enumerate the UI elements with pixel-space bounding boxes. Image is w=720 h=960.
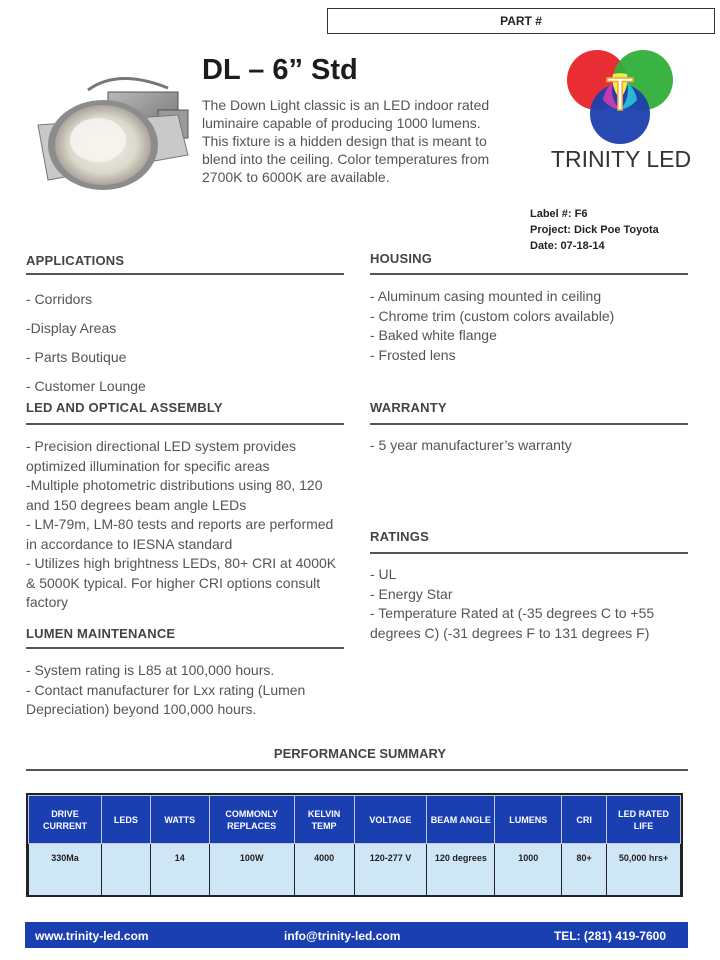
lumen-maintenance-list (26, 661, 326, 720)
footer-bar (25, 922, 688, 948)
warranty-heading: WARRANTY (370, 400, 447, 415)
label-number: Label #: F6 (530, 208, 588, 220)
table-cell: 14 (150, 844, 209, 896)
trinity-led-logo (525, 42, 717, 192)
list-item: - Frosted lens (370, 346, 456, 363)
table-cell: 100W (209, 844, 294, 896)
column-header: KELVIN TEMP (294, 796, 354, 844)
lumen-maintenance-heading: LUMEN MAINTENANCE (26, 626, 176, 641)
housing-divider (370, 273, 688, 275)
list-item: - Customer Lounge (26, 378, 146, 394)
list-item: - Corridors (26, 291, 93, 307)
email-link[interactable]: info@trinity-led.com (284, 929, 401, 943)
warranty-list (370, 436, 688, 456)
applications-heading: APPLICATIONS (26, 253, 125, 268)
performance-summary-heading: PERFORMANCE SUMMARY (273, 746, 447, 761)
list-item: - UL (370, 566, 397, 582)
project-name: Project: Dick Poe Toyota (530, 224, 659, 236)
list-item: -Display Areas (26, 320, 117, 336)
table-row (29, 844, 681, 896)
product-description: The Down Light classic is an LED indoor rated luminaire capable of producing 1000 lumens. This fixture is a hidden design that is meant to blend into the ceiling. Color temperatures from 2700K to 6000K are available. (202, 97, 490, 185)
list-item: - Chrome trim (custom colors available) (370, 307, 615, 324)
svg-text:T: T (605, 68, 635, 120)
ratings-divider (370, 552, 688, 554)
list-item: - Baked white flange (370, 327, 497, 343)
led-optical-heading: LED AND OPTICAL ASSEMBLY (26, 400, 223, 415)
table-cell: 120-277 V (354, 844, 427, 896)
list-item: - 5 year manufacturer’s warranty (370, 437, 572, 453)
performance-divider (26, 769, 688, 771)
column-header: LUMENS (495, 796, 562, 844)
applications-list (26, 291, 344, 407)
list-item: - Temperature Rated at (-35 degrees C to +55 degrees C) (-31 degrees F to 131 degrees F) (370, 605, 655, 641)
logo-wordmark: TRINITY LED (550, 146, 692, 172)
led-optical-divider (26, 423, 344, 425)
list-item: - Aluminum casing mounted in ceiling (370, 288, 602, 304)
table-cell: 80+ (562, 844, 607, 896)
table-cell: 1000 (495, 844, 562, 896)
table-cell: 4000 (294, 844, 354, 896)
website-link[interactable]: www.trinity-led.com (35, 929, 149, 943)
led-optical-list (26, 437, 344, 613)
product-title: DL – 6” Std (202, 54, 358, 86)
performance-table (28, 795, 681, 896)
list-item: - Utilizes high brightness LEDs, 80+ CRI at 4000K & 5000K typical. For higher CRI options consult factory (26, 555, 337, 610)
housing-heading: HOUSING (370, 251, 433, 266)
label-date: Date: 07-18-14 (530, 240, 605, 252)
lumen-maintenance-divider (26, 647, 344, 649)
column-header: COMMONLY REPLACES (209, 796, 294, 844)
phone-number: TEL: (281) 419-7600 (553, 929, 666, 943)
list-item: - System rating is L85 at 100,000 hours. (26, 662, 275, 678)
list-item: - Contact manufacturer for Lxx rating (Lumen Depreciation) beyond 100,000 hours. (26, 681, 306, 717)
applications-divider (26, 273, 344, 275)
list-item: -Multiple photometric distributions using 80, 120 and 150 degrees beam angle LEDs (26, 477, 323, 513)
list-item: - Parts Boutique (26, 349, 127, 365)
list-item: - Energy Star (370, 585, 453, 602)
ratings-list (370, 565, 670, 643)
column-header: WATTS (150, 796, 209, 844)
column-header: VOLTAGE (354, 796, 427, 844)
part-number-box: PART # (327, 8, 715, 34)
list-item: - Precision directional LED system provides optimized illumination for specific areas (26, 438, 296, 474)
table-cell: 120 degrees (427, 844, 495, 896)
label-info (530, 206, 659, 254)
table-cell (101, 844, 150, 896)
housing-list (370, 287, 688, 365)
downlight-fixture-image (28, 70, 198, 205)
column-header: LEDS (101, 796, 150, 844)
list-item: - LM-79m, LM-80 tests and reports are performed in accordance to IESNA standard (26, 516, 334, 552)
column-header: CRI (562, 796, 607, 844)
table-cell: 330Ma (29, 844, 102, 896)
column-header: BEAM ANGLE (427, 796, 495, 844)
table-header-row (29, 796, 681, 844)
column-header: LED RATED LIFE (607, 796, 681, 844)
column-header: DRIVE CURRENT (29, 796, 102, 844)
table-cell: 50,000 hrs+ (607, 844, 681, 896)
warranty-divider (370, 423, 688, 425)
ratings-heading: RATINGS (370, 529, 429, 544)
